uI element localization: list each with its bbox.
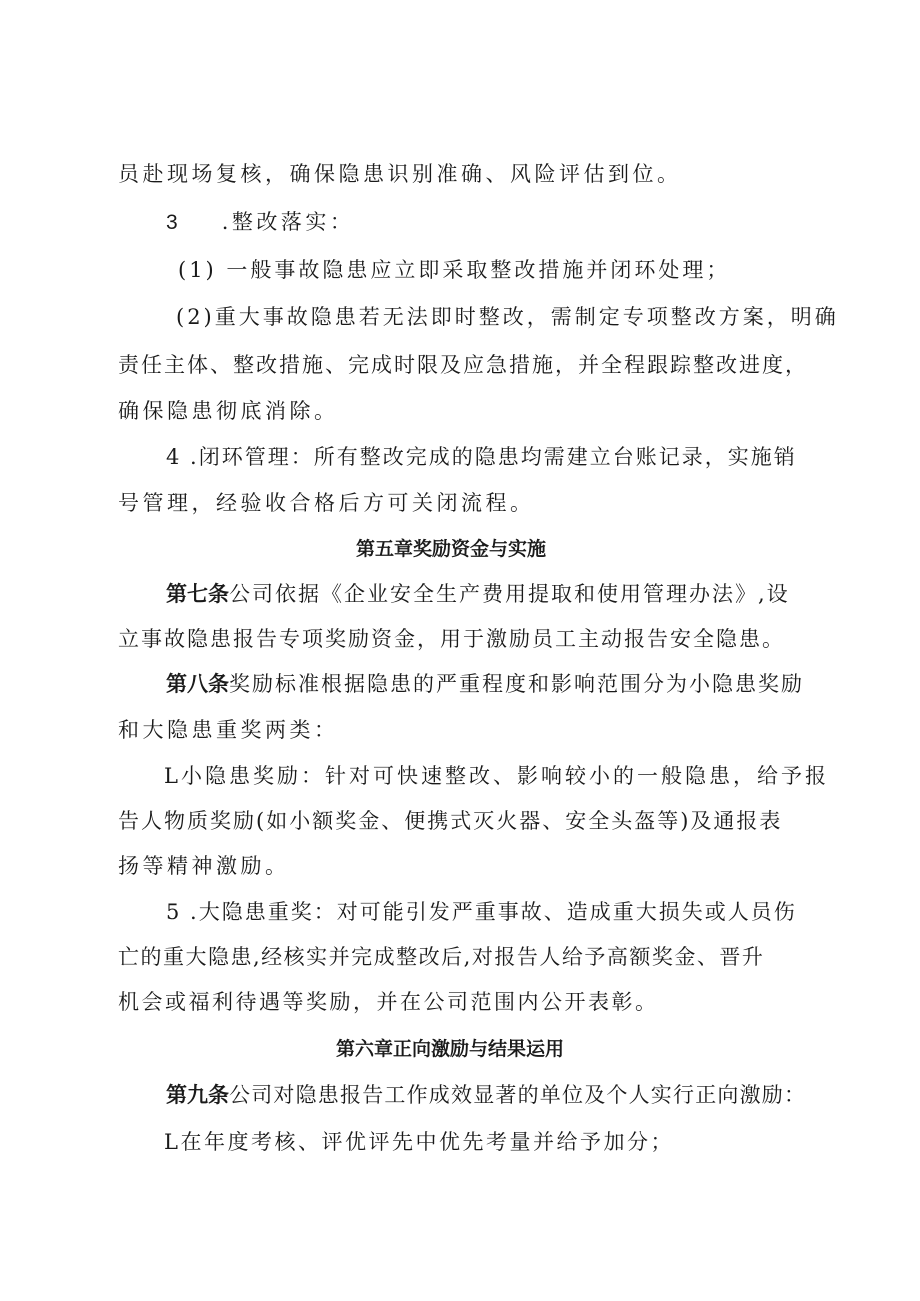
list-item-3 [166,208,354,237]
list-number: 3 [166,211,178,234]
text-line: 立事故隐患报告专项奖励资金，用于激励员工主动报告安全隐患。 [118,627,785,651]
article-text: 奖励标准根据隐患的严重程度和影响范围分为小隐患奖励 [229,672,804,696]
article-7 [166,580,790,608]
text-line: 机会或福利待遇等奖励，并在公司范围内公开表彰。 [118,990,659,1014]
article-label: 第九条 [166,1083,229,1107]
list-item: L在年度考核、评优评先中优先考量并给予加分； [164,1130,674,1154]
text-line: 责任主体、整改措施、完成时限及应急措施，并全程跟踪整改进度， [118,353,808,377]
article-text: 公司依据《企业安全生产费用提取和使用管理办法》,设 [229,582,790,606]
chapter-heading: 第六章正向激励与结果运用 [336,1038,565,1060]
text-line: 号管理，经验收合格后方可关闭流程。 [118,491,535,515]
article-label: 第七条 [166,582,229,606]
text-line: 亡的重大隐患,经核实并完成整改后,对报告人给予高额奖金、晋升 [118,945,765,969]
article-text: 公司对隐患报告工作成效显著的单位及个人实行正向激励： [229,1083,807,1107]
list-item: L小隐患奖励：针对可快速整改、影响较小的一般隐患，给予报 [164,764,829,788]
text-line: 告人物质奖励(如小额奖金、便携式灭火器、安全头盔等)及通报表 [118,809,783,833]
chapter-heading: 第五章奖励资金与实施 [356,538,547,560]
text-line: 扬等精神激励。 [118,854,290,878]
list-item: (2)重大事故隐患若无法即时整改，需制定专项整改方案，明确 [176,305,839,329]
article-9 [166,1081,806,1109]
article-8 [166,670,804,698]
article-label: 第八条 [166,672,229,696]
list-item: (1) 一般事故隐患应立即采取整改措施并闭环处理； [178,258,731,282]
list-item-text: .整改落实： [221,210,355,234]
text-line: 确保隐患彻底消除。 [118,399,339,423]
text-line: 员赴现场复核，确保隐患识别准确、风险评估到位。 [118,162,682,186]
text-line: 和大隐患重奖两类： [118,718,339,742]
list-item: 4 .闭环管理：所有整改完成的隐患均需建立台账记录，实施销 [166,445,797,469]
list-item: 5 .大隐患重奖：对可能引发严重事故、造成重大损失或人员伤 [166,900,797,924]
